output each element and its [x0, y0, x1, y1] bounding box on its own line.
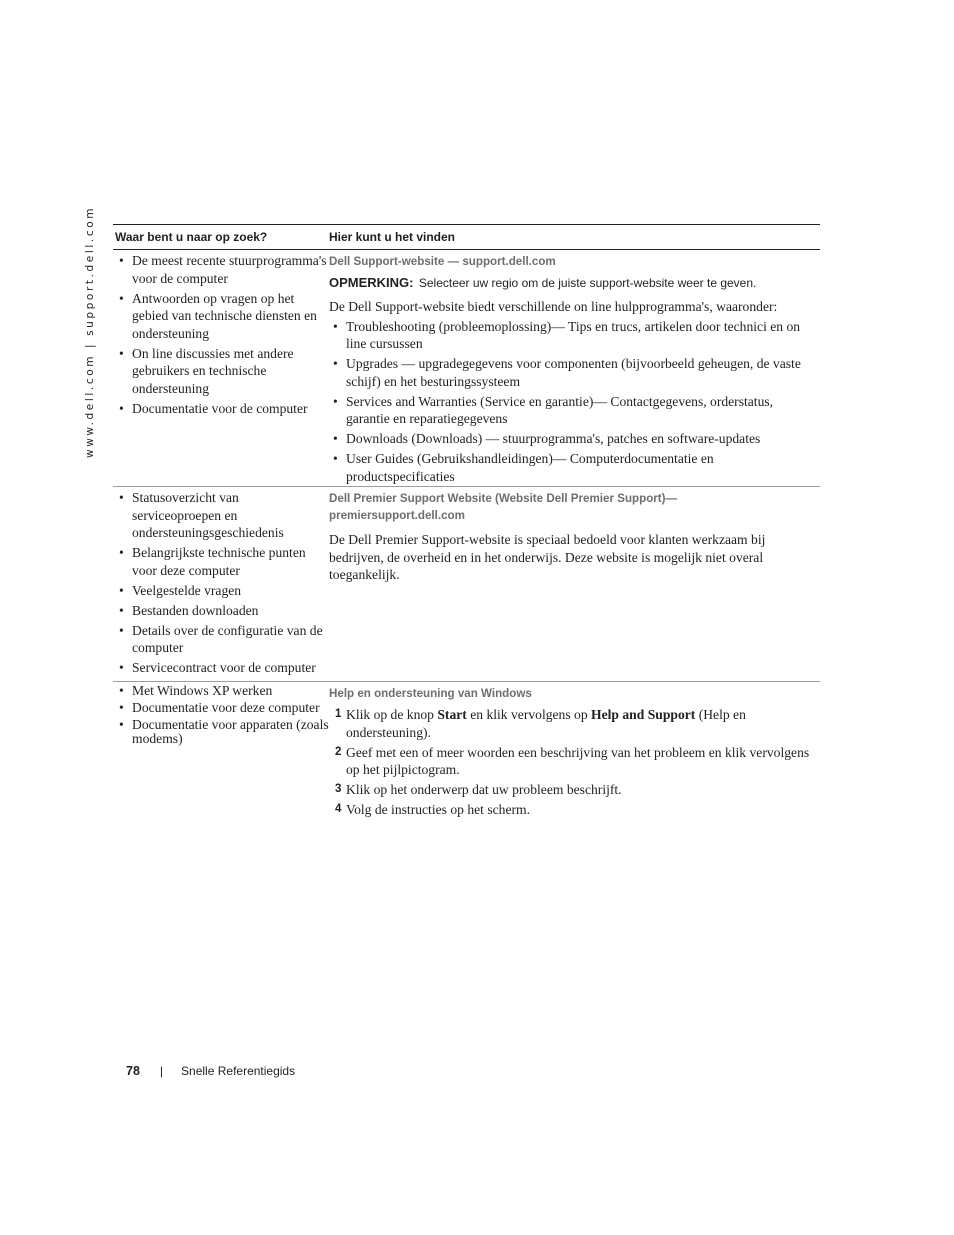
step-text: en klik vervolgens op [466, 707, 592, 722]
list-item: • Details over de configuratie van de computer [113, 622, 329, 657]
list-item: • Met Windows XP werken [113, 684, 329, 698]
start-label: Start [437, 707, 467, 722]
footer-separator: | [159, 1064, 164, 1078]
header-looking-for: Waar bent u naar op zoek? [115, 230, 268, 244]
table-row [113, 487, 820, 681]
list-item: • Upgrades — upgradegegevens voor componenten (bijvoorbeeld geheugen, de vaste schijf) en het besturingssysteem [329, 355, 820, 390]
premier-support-body: De Dell Premier Support-website is speciaal bedoeld voor klanten werkzaam bij bedrijven, de overheid en in het onderwijs. Deze website is mogelijk niet overal toegankelijk. [329, 532, 766, 582]
list-item: • Servicecontract voor de computer [113, 659, 329, 677]
row-left-cell [113, 487, 329, 681]
list-item: • Troubleshooting (probleemoplossing)— Tips en trucs, artikelen door technici en on line cursussen [329, 318, 820, 353]
table-row [113, 250, 820, 486]
header-where-to-find: Hier kunt u het vinden [329, 230, 456, 244]
side-url: www.dell.com | support.dell.com [84, 205, 96, 458]
page-number: 78 [126, 1064, 140, 1078]
support-intro: De Dell Support-website biedt verschillende on line hulpprogramma's, waaronder: [329, 299, 778, 314]
page-footer [126, 1062, 295, 1080]
list-item: • Documentatie voor apparaten (zoals modems) [113, 718, 329, 746]
support-website-title: Dell Support-website — support.dell.com [329, 255, 556, 268]
list-item: • Documentatie voor de computer [113, 400, 329, 418]
step-number: 4 [335, 803, 342, 815]
table-header-row [113, 225, 820, 249]
list-item: • Downloads (Downloads) — stuurprogramma's, patches en software-updates [329, 430, 820, 448]
step-item [329, 781, 820, 799]
step-text: Klik op de knop [346, 707, 438, 722]
step-number: 1 [335, 708, 342, 720]
step-number: 2 [335, 745, 342, 758]
list-item: • Services and Warranties (Service en garantie)— Contactgegevens, orderstatus, garantie en reparatiegegevens [329, 393, 820, 428]
step-item [329, 706, 820, 741]
windows-help-title: Help en ondersteuning van Windows [329, 687, 532, 700]
premier-support-title [329, 490, 820, 524]
footer-title: Snelle Referentiegids [181, 1064, 296, 1078]
note-label: OPMERKING: [329, 275, 414, 290]
list-item: • Antwoorden op vragen op het gebied van technische diensten en ondersteuning [113, 290, 329, 343]
help-support-label: Help and Support [591, 707, 696, 722]
list-item: • Belangrijkste technische punten voor deze computer [113, 544, 329, 579]
list-item: • Veelgestelde vragen [113, 582, 329, 600]
row-right-cell [329, 682, 820, 822]
step-item [329, 744, 820, 779]
step-text: Klik op het onderwerp dat uw probleem beschrijft. [346, 782, 622, 797]
step-item [329, 801, 820, 819]
row-right-cell [329, 487, 820, 681]
row-left-cell [113, 682, 329, 822]
list-item: • User Guides (Gebruikshandleidingen)— Computerdocumentatie en productspecificaties [329, 450, 820, 485]
table-row [113, 682, 820, 822]
list-item: • De meest recente stuurprogramma's voor de computer [113, 252, 329, 287]
step-text: Geef met een of meer woorden een beschrijving van het probleem en klik vervolgens op het pijlpictogram. [346, 744, 810, 777]
list-item: • Statusoverzicht van serviceoproepen en ondersteuningsgeschiedenis [113, 489, 329, 542]
info-table [113, 224, 820, 822]
premier-title-line1: Dell Premier Support Website (Website Dell Premier Support)— [329, 492, 678, 505]
list-item: • Documentatie voor deze computer [113, 701, 329, 715]
step-text: (Help en ondersteuning). [346, 707, 746, 740]
step-number: 3 [335, 783, 342, 795]
list-item: • Bestanden downloaden [113, 602, 329, 620]
premier-title-line2: premiersupport.dell.com [329, 509, 465, 522]
list-item: • On line discussies met andere gebruikers en technische ondersteuning [113, 345, 329, 398]
step-text: Volg de instructies op het scherm. [346, 802, 530, 817]
note-text: Selecteer uw regio om de juiste support-website weer te geven. [418, 276, 757, 290]
note [329, 274, 820, 292]
